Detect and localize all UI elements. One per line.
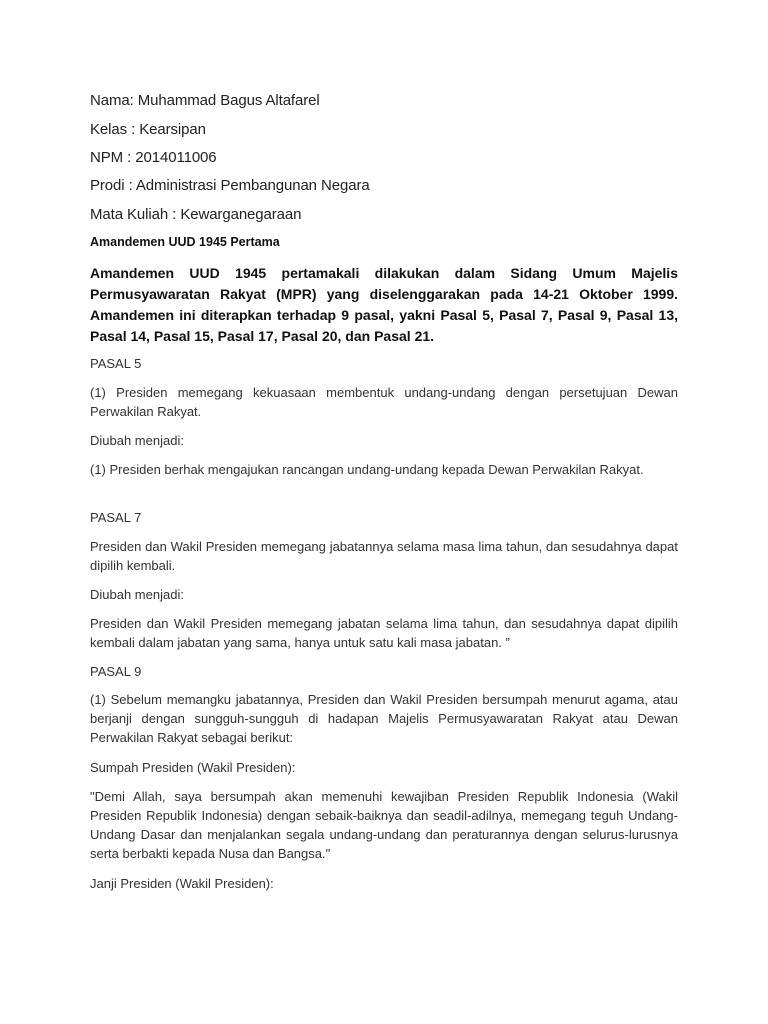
pasal-5-heading: PASAL 5 (90, 356, 142, 371)
pasal-9-heading: PASAL 9 (90, 664, 142, 679)
pasal-7-heading: PASAL 7 (90, 510, 142, 525)
study-program: Prodi : Administrasi Pembangunan Negara (90, 177, 370, 194)
pasal-5-changed-label: Diubah menjadi: (90, 433, 184, 448)
oath-text: "Demi Allah, saya bersumpah akan memenuhi kewajiban Presiden Republik Indonesia (Wakil Presiden Republik Indonesia) dengan sebaik-baiknya dan seadil-adilnya, memegang teguh Undang-Undang Dasar dan menjalankan segala undang-undang dan peraturannya dengan selurus-lurusnya serta berbakti kepada Nusa dan Bangsa." (90, 789, 678, 861)
student-name: Nama: Muhammad Bagus Altafarel (90, 92, 320, 109)
section-title: Amandemen UUD 1945 Pertama (90, 235, 280, 249)
intro-paragraph: Amandemen UUD 1945 pertamakali dilakukan dalam Sidang Umum Majelis Permusyawaratan Rakyat (MPR) yang diselenggarakan pada 14-21 Oktober 1999. Amandemen ini diterapkan terhadap 9 pasal, yakni Pasal 5, Pasal 7, Pasal 9, Pasal 13, Pasal 14, Pasal 15, Pasal 17, Pasal 20, dan Pasal 21. (90, 265, 678, 344)
oath-label: Sumpah Presiden (Wakil Presiden): (90, 760, 296, 775)
pasal-5-changed: (1) Presiden berhak mengajukan rancangan undang-undang kepada Dewan Perwakilan Rakyat. (90, 462, 644, 477)
pasal-9-clause-1: (1) Sebelum memangku jabatannya, Presiden dan Wakil Presiden bersumpah menurut agama, atau berjanji dengan sungguh-sungguh di hadapan Majelis Permusyawaratan Rakyat atau Dewan Perwakilan Rakyat sebagai berikut: (90, 692, 678, 745)
pasal-7-changed: Presiden dan Wakil Presiden memegang jabatan selama lima tahun, dan sesudahnya dapat dipilih kembali dalam jabatan yang sama, hanya untuk satu kali masa jabatan. ” (90, 616, 678, 650)
student-npm: NPM : 2014011006 (90, 149, 217, 166)
pasal-7-changed-label: Diubah menjadi: (90, 587, 184, 602)
pledge-label: Janji Presiden (Wakil Presiden): (90, 876, 274, 891)
pasal-5-original: (1) Presiden memegang kekuasaan membentuk undang-undang dengan persetujuan Dewan Perwakilan Rakyat. (90, 385, 678, 419)
pasal-7-original: Presiden dan Wakil Presiden memegang jabatannya selama masa lima tahun, dan sesudahnya dapat dipilih kembali. (90, 539, 678, 573)
student-class: Kelas : Kearsipan (90, 121, 206, 138)
course-name: Mata Kuliah : Kewarganegaraan (90, 206, 302, 223)
